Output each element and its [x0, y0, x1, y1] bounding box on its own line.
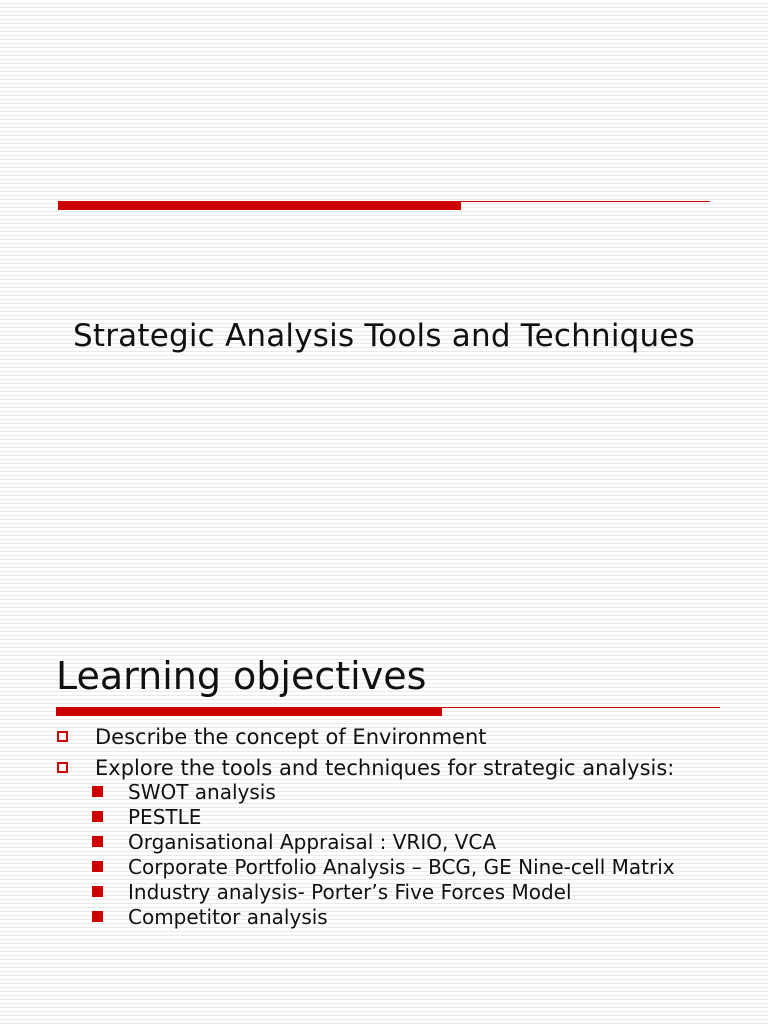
tool-item — [92, 907, 746, 927]
objective-text: Explore the tools and techniques for strategic analysis: — [95, 756, 675, 780]
tool-text: Corporate Portfolio Analysis – BCG, GE Nine-cell Matrix — [128, 855, 675, 879]
tool-text: PESTLE — [128, 805, 202, 829]
solid-square-icon — [92, 886, 103, 897]
solid-square-icon — [92, 911, 103, 922]
divider-thin-segment — [442, 707, 720, 708]
solid-square-icon — [92, 836, 103, 847]
hollow-square-icon — [57, 731, 68, 742]
presentation-title: Strategic Analysis Tools and Techniques — [72, 318, 695, 354]
tool-text: SWOT analysis — [128, 780, 276, 804]
solid-square-icon — [92, 811, 103, 822]
tools-list — [92, 782, 746, 927]
hollow-square-icon — [57, 762, 68, 773]
tool-item — [92, 807, 746, 827]
slide-learning-objectives — [0, 640, 768, 1024]
objective-text: Describe the concept of Environment — [95, 725, 487, 749]
tool-item — [92, 882, 746, 902]
solid-square-icon — [92, 786, 103, 797]
tool-item — [92, 782, 746, 802]
divider-thin-segment — [461, 201, 710, 202]
objective-item — [56, 726, 746, 748]
solid-square-icon — [92, 861, 103, 872]
tool-text: Competitor analysis — [128, 905, 328, 929]
objectives-list — [56, 726, 746, 936]
tool-text: Organisational Appraisal : VRIO, VCA — [128, 830, 497, 854]
tool-item — [92, 832, 746, 852]
tool-text: Industry analysis- Porter’s Five Forces Model — [128, 880, 572, 904]
objective-item — [56, 757, 746, 927]
slide-heading: Learning objectives — [56, 654, 427, 698]
divider-thick-segment — [58, 201, 461, 210]
divider-thick-segment — [56, 707, 442, 716]
tool-item — [92, 857, 746, 877]
